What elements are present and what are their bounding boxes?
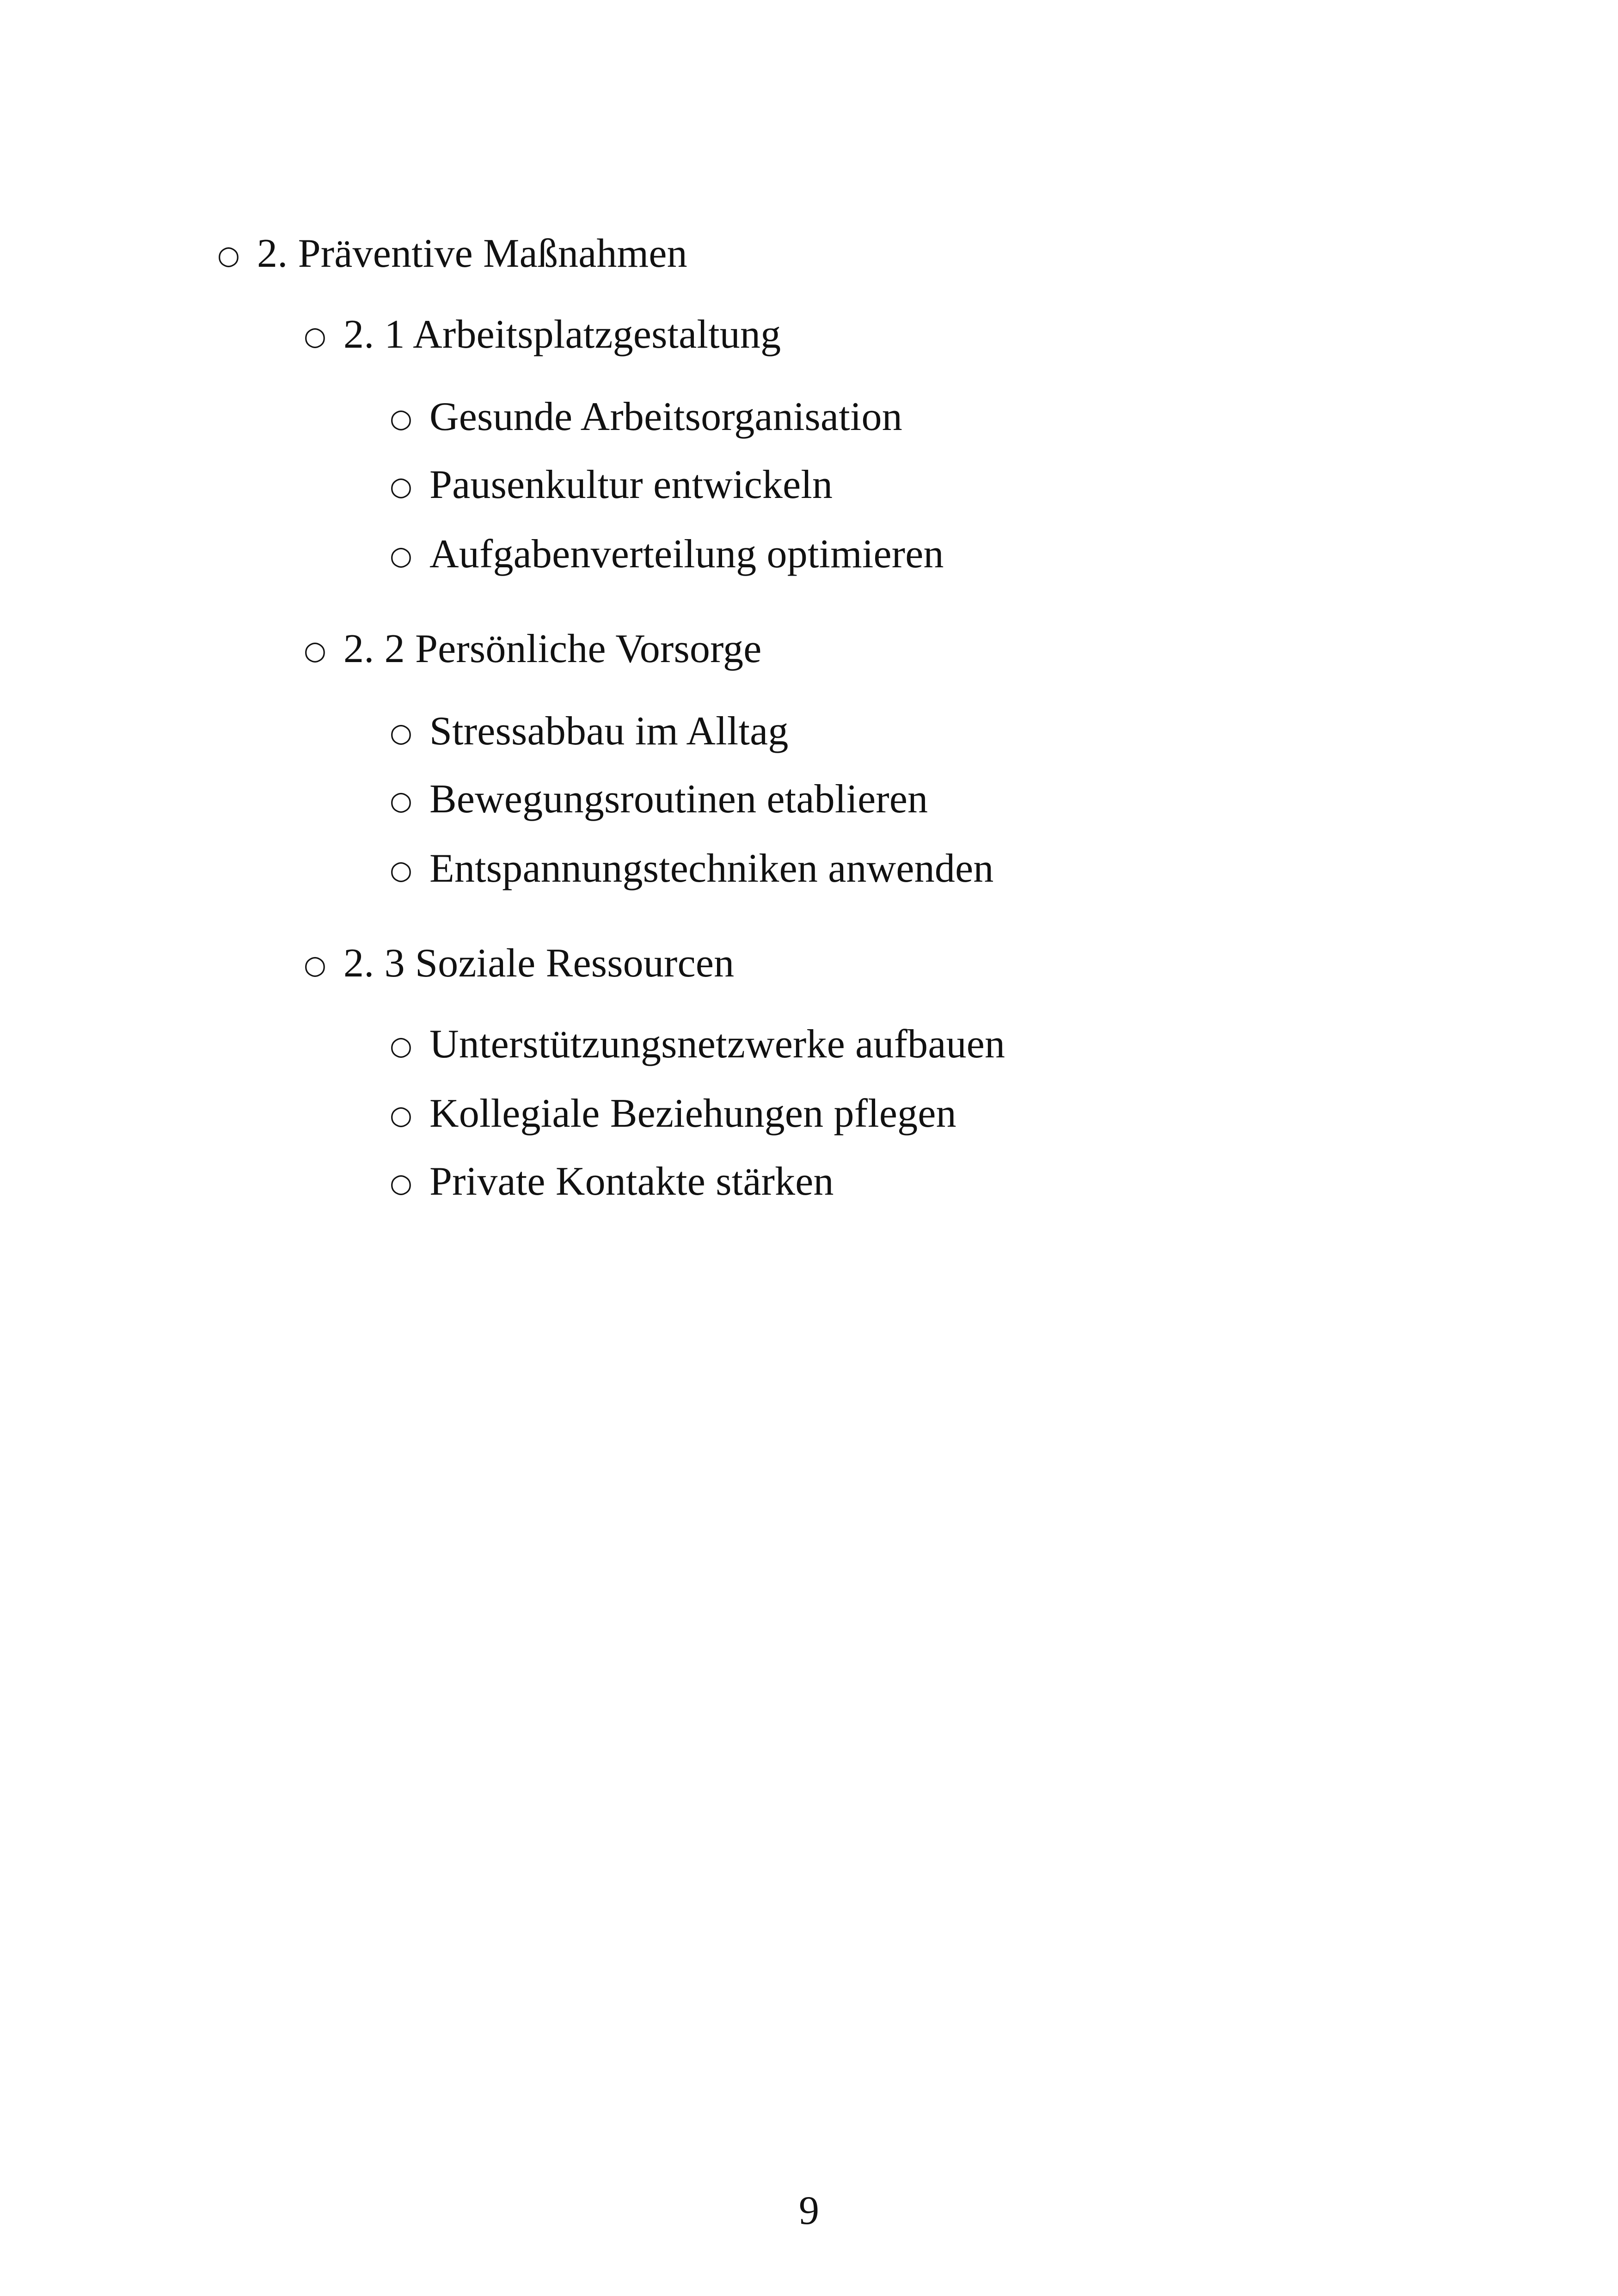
list-item (390, 779, 928, 820)
list-item (390, 1161, 834, 1202)
circle-bullet-icon: ○ (390, 718, 412, 748)
list-item (390, 848, 994, 889)
circle-bullet-icon: ○ (217, 240, 240, 270)
list-item-label: Kollegiale Beziehungen pflegen (429, 1091, 956, 1136)
list-item-label: Stressabbau im Alltag (429, 709, 789, 754)
list-item (390, 394, 902, 439)
list-item-label: Private Kontakte stärken (429, 1159, 834, 1204)
circle-bullet-icon: ○ (304, 321, 326, 351)
list-item-label: Bewegungsroutinen etablieren (429, 777, 928, 822)
circle-bullet-icon: ○ (390, 404, 412, 434)
circle-bullet-icon: ○ (390, 472, 412, 502)
circle-bullet-icon: ○ (390, 1100, 412, 1130)
circle-bullet-icon: ○ (390, 786, 412, 816)
circle-bullet-icon: ○ (390, 1168, 412, 1198)
section-label: 2. 2 Persönliche Vorsorge (343, 626, 762, 671)
list-item-label: Unterstützungsnetzwerke aufbauen (429, 1022, 1005, 1067)
list-item (390, 462, 833, 507)
circle-bullet-icon: ○ (304, 636, 326, 666)
circle-bullet-icon: ○ (304, 950, 326, 980)
outline-section-persoenliche-vorsorge (304, 626, 762, 671)
heading-praeventive-massnahmen: 2. Präventive Maßnahmen (257, 231, 687, 276)
list-item (390, 1024, 1005, 1065)
section-label: 2. 3 Soziale Ressourcen (343, 941, 735, 986)
list-item (390, 1093, 956, 1134)
list-item-label: Gesunde Arbeitsorganisation (429, 394, 902, 439)
list-item-label: Aufgabenverteilung optimieren (429, 532, 944, 577)
page-number: 9 (799, 2188, 819, 2233)
list-item (390, 711, 789, 752)
list-item (390, 534, 944, 575)
list-item-label: Pausenkultur entwickeln (429, 462, 833, 507)
circle-bullet-icon: ○ (390, 1031, 412, 1061)
section-label: 2. 1 Arbeitsplatzgestaltung (343, 312, 781, 357)
list-item-label: Entspannungstechniken anwenden (429, 846, 994, 891)
circle-bullet-icon: ○ (390, 855, 412, 885)
circle-bullet-icon: ○ (390, 541, 412, 571)
outline-section-soziale-ressourcen (304, 943, 734, 984)
outline-section-arbeitsplatzgestaltung (304, 314, 781, 355)
outline-heading-level1 (217, 233, 687, 274)
